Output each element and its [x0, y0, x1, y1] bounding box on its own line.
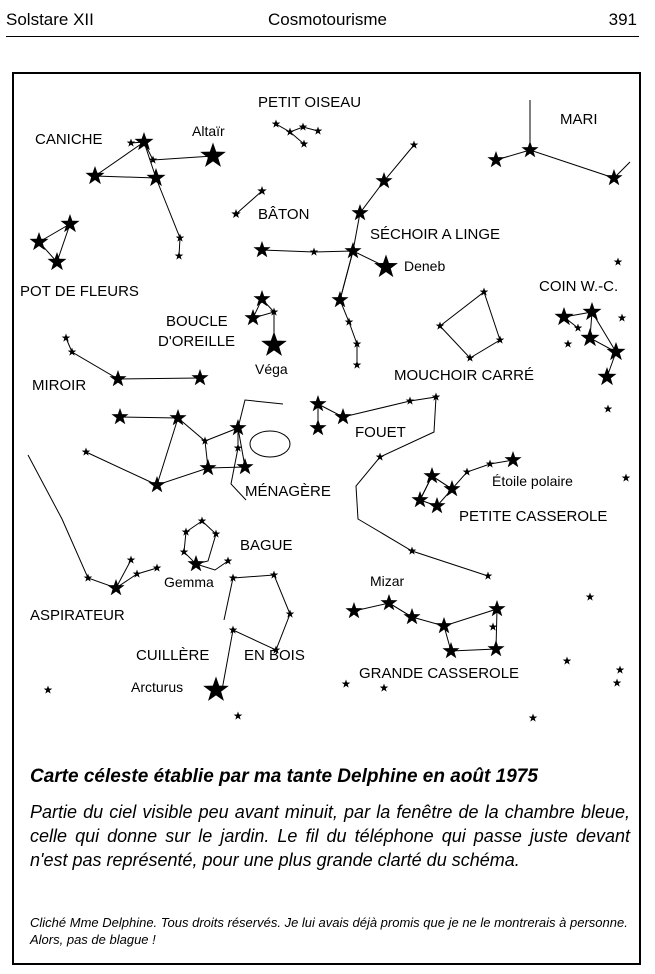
star [613, 679, 622, 687]
star [487, 151, 504, 167]
label-grande-casserole: GRANDE CASSEROLE [359, 665, 520, 682]
label-miroir: MIROIR [32, 377, 87, 394]
star [331, 291, 348, 307]
star [529, 714, 538, 722]
star [111, 408, 128, 424]
label-vega: Véga [255, 361, 288, 377]
star [423, 467, 440, 483]
star [253, 290, 270, 306]
star [484, 572, 493, 580]
star [618, 314, 627, 322]
star [309, 419, 326, 435]
star [175, 252, 184, 260]
star [463, 468, 472, 476]
line-caniche-b [95, 176, 156, 178]
star [408, 547, 417, 555]
star [127, 139, 136, 147]
label-boucle: BOUCLE [166, 313, 228, 330]
star [344, 242, 361, 258]
star-vega [261, 332, 287, 356]
label-en-bois: EN BOIS [244, 647, 305, 664]
star-etoile-polaire [504, 451, 521, 467]
star [486, 460, 495, 468]
star [406, 397, 415, 405]
star [345, 318, 354, 326]
star [199, 459, 216, 475]
star-mizar [380, 594, 397, 610]
star [109, 370, 126, 386]
star [614, 258, 623, 266]
label-mizar: Mizar [370, 573, 405, 589]
label-petite-casserole: PETITE CASSEROLE [459, 508, 608, 525]
label-gemma: Gemma [164, 574, 214, 590]
line-petit-oiseau-b [290, 132, 304, 144]
star [148, 476, 165, 492]
star [604, 405, 613, 413]
line-menagere-b [157, 418, 245, 485]
star [146, 168, 165, 186]
star [84, 574, 93, 582]
header-rule [6, 36, 639, 37]
label-arcturus: Arcturus [131, 679, 184, 695]
star [342, 680, 351, 688]
star [270, 571, 279, 579]
star [314, 127, 323, 135]
star [286, 610, 295, 618]
star [153, 564, 162, 572]
star [351, 204, 368, 220]
star [191, 369, 208, 385]
star [134, 132, 153, 150]
line-cuillere-b [224, 578, 233, 620]
label-mouchoir: MOUCHOIR CARRÉ [394, 367, 535, 384]
star [435, 617, 452, 633]
star [616, 666, 625, 674]
label-petit-oiseau: PETIT OISEAU [258, 94, 362, 111]
label-cuillere: CUILLÈRE [136, 647, 210, 664]
star [236, 458, 253, 474]
label-mari: MARI [560, 111, 598, 128]
star-arcturus [203, 677, 229, 701]
star [597, 367, 616, 385]
star [229, 574, 238, 582]
label-altair: Altaïr [192, 123, 225, 139]
line-cuillere [222, 575, 290, 690]
star [622, 474, 631, 482]
star [521, 141, 538, 157]
star [334, 408, 351, 424]
caption-body: Partie du ciel visible peu avant minuit, par la fenêtre de la chambre bleue, celle qui donne sur le jardin. Le fil du téléphone qui passe juste devant n'est pas représenté, pour une plus grande clarté du schéma. [30, 802, 630, 870]
header-book-title: Solstare XII [6, 10, 94, 29]
labels [20, 94, 618, 695]
stars [29, 120, 630, 722]
line-sechoir-cross [262, 250, 386, 267]
line-sechoir-c [340, 251, 353, 300]
label-caniche: CANICHE [35, 131, 103, 148]
line-mari [496, 150, 630, 178]
line-mouchoir [440, 292, 500, 358]
star [353, 361, 362, 369]
line-caniche-c [144, 142, 213, 160]
star-altair [200, 143, 226, 167]
star [580, 328, 599, 346]
star [253, 241, 270, 257]
header-chapter-title: Cosmotourisme [267, 10, 388, 29]
star [436, 322, 445, 330]
line-aspirateur-b [116, 560, 131, 588]
running-head [0, 0, 655, 40]
star [127, 556, 136, 564]
label-pot-de-fleurs: POT DE FLEURS [20, 283, 139, 300]
star [299, 123, 308, 131]
caption-credit: Cliché Mme Delphine. Tous droits réservés. Je lui avais déjà promis que je ne le montrerais à personne. Alors, pas de blague ! [30, 915, 628, 947]
constellation-lines [28, 100, 630, 690]
menagere-ellipse [250, 431, 290, 457]
header-page-number: 391 [608, 10, 637, 29]
star [62, 334, 71, 342]
star [107, 579, 124, 595]
star-map [12, 72, 641, 752]
caption-title: Carte céleste établie par ma tante Delphine en août 1975 [30, 766, 538, 787]
star [411, 491, 428, 507]
line-aspirateur [28, 455, 157, 588]
label-deneb: Deneb [404, 258, 446, 274]
label-menagere: MÉNAGÈRE [245, 483, 331, 500]
star [234, 712, 243, 720]
label-bague: BAGUE [240, 537, 293, 554]
star [272, 120, 281, 128]
star [244, 309, 261, 325]
star [60, 214, 79, 232]
label-oreille: D'OREILLE [158, 333, 236, 350]
star [29, 232, 48, 250]
label-coin-wc: COIN W.-C. [539, 278, 619, 295]
star [310, 248, 319, 256]
star [403, 608, 420, 624]
star [442, 642, 459, 658]
star [574, 324, 583, 332]
star [586, 593, 595, 601]
star [149, 156, 158, 164]
star [68, 348, 77, 356]
label-sechoir: SÉCHOIR A LINGE [370, 226, 501, 243]
label-aspirateur: ASPIRATEUR [30, 607, 125, 624]
star [376, 453, 385, 461]
star [487, 640, 504, 656]
line-grande-casserole [354, 603, 497, 651]
star [300, 140, 309, 148]
star-deneb [374, 255, 398, 278]
line-bague [184, 521, 216, 564]
label-baton: BÂTON [258, 206, 310, 223]
star [563, 657, 572, 665]
line-menagere-handle [238, 400, 283, 428]
star [82, 448, 91, 456]
star [345, 602, 362, 618]
star [85, 166, 104, 184]
star [231, 209, 241, 218]
line-coin-wc [564, 312, 616, 377]
star [380, 684, 389, 692]
star [606, 342, 625, 360]
star [564, 340, 573, 348]
line-petit-oiseau [276, 124, 318, 132]
star [44, 686, 53, 694]
label-fouet: FOUET [355, 424, 406, 441]
line-menagere-c [86, 452, 157, 485]
label-etoile-polaire: Étoile polaire [492, 473, 573, 489]
star [496, 336, 505, 344]
star [410, 141, 419, 149]
